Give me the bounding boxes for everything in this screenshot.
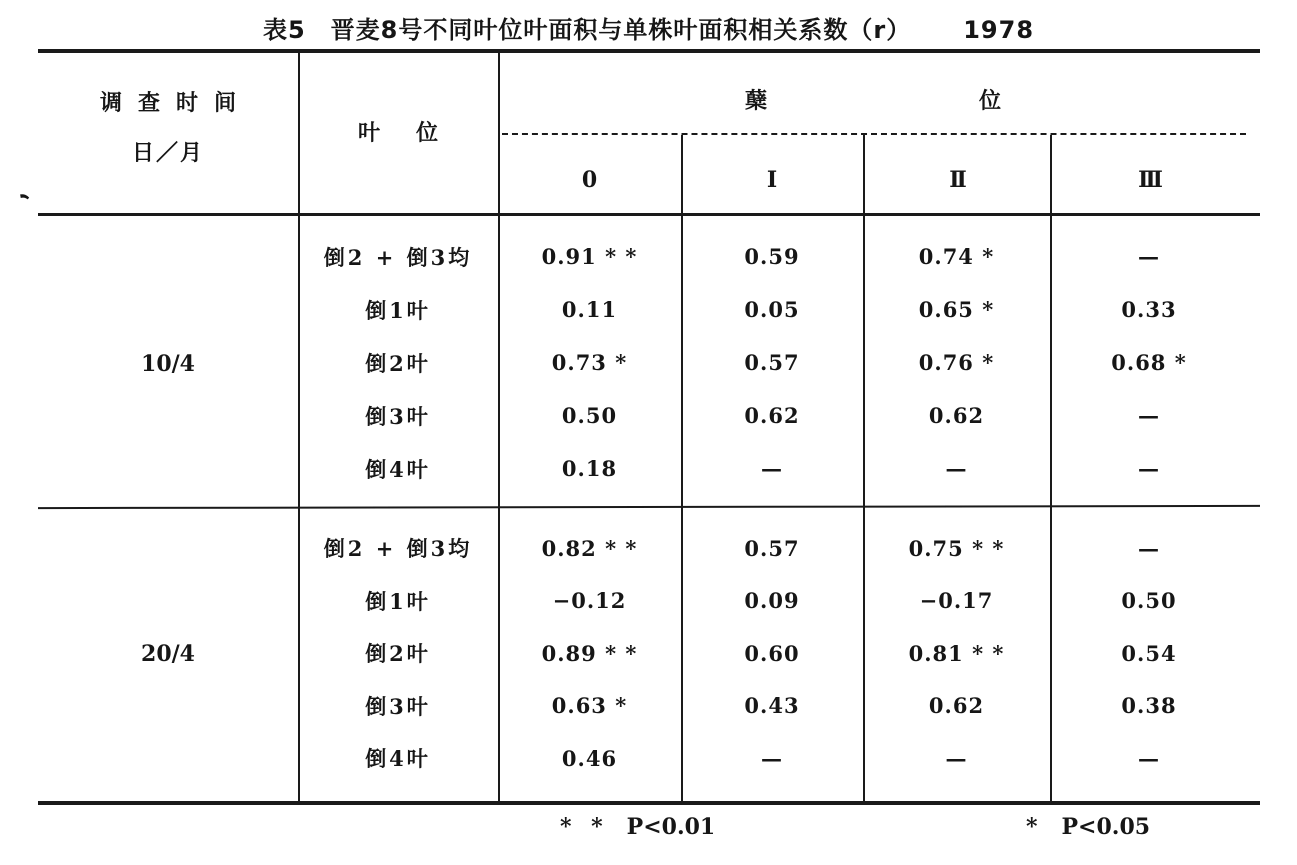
leaf-row-label: 倒2叶 [365,641,431,667]
value-cell: 0.74 * [918,244,995,269]
header-date-format: 日／月 [131,140,204,166]
value-cell: 0.50 [561,403,618,428]
value-cell: 0.75 * * [908,535,1005,561]
value-cell: 0.57 [744,535,800,561]
value-cell: 0.43 [744,693,800,719]
header-tiller-char1: 蘖 [744,88,767,114]
scan-artifact: , [0,189,33,205]
tiller-col-header-3: III [1138,167,1160,193]
leaf-row-label: 倒2叶 [365,350,431,376]
value-cell: 0.68 * [1111,350,1187,375]
value-cell: 0.62 [928,403,985,428]
value-cell: — [1138,403,1160,428]
leaf-row-label: 倒4叶 [365,456,431,482]
footnote-label: P<0.05 [1061,814,1151,840]
value-cell: −0.17 [919,588,994,614]
value-cell: — [1138,745,1160,771]
data-block-1 [298,230,1248,495]
value-cell: 0.60 [744,640,800,666]
value-cell: 0.11 [561,297,618,322]
header-tiller-position [498,84,1248,115]
table-title-year: 1978 [963,16,1035,44]
table-title-text: 表5 晋麦8号不同叶位叶面积与单株叶面积相关系数（r） [262,16,912,44]
value-cell: 0.81 * * [908,640,1005,666]
value-cell: 0.62 [928,693,985,719]
leaf-row-label: 倒2 + 倒3均 [323,536,473,562]
footnote-significance-001 [560,814,715,840]
header-tiller-char2: 位 [979,88,1002,114]
value-cell: — [1138,456,1160,481]
value-cell: — [1138,244,1160,269]
value-cell: 0.65 * [918,297,995,322]
footnote-label: P<0.01 [626,814,716,840]
leaf-row-label: 倒2 + 倒3均 [323,244,473,270]
tiller-col-header-2: II [949,167,964,193]
value-cell: 0.57 [744,350,800,375]
value-cell: 0.73 * [551,350,628,375]
horizontal-rule-block-divider [38,505,1260,509]
value-cell: 0.63 * [551,693,628,719]
value-cell: — [945,456,968,481]
value-cell: 0.33 [1121,297,1177,322]
value-cell: 0.91 * * [541,244,638,269]
value-cell: — [761,745,783,771]
value-cell: 0.46 [561,745,618,771]
value-cell: 0.50 [1121,588,1177,614]
value-cell: −0.12 [552,588,627,614]
value-cell: 0.54 [1121,640,1177,666]
value-cell: — [1138,535,1160,561]
data-block-2 [298,522,1248,785]
value-cell: 0.18 [561,456,618,481]
horizontal-rule-tiller-dashed [502,133,1246,135]
leaf-row-label: 倒3叶 [365,403,431,429]
value-cell: 0.59 [744,244,800,269]
value-cell: 0.05 [744,297,800,322]
table-title [0,10,1297,45]
tiller-col-header-1: I [766,167,778,193]
leaf-row-label: 倒3叶 [365,693,431,719]
horizontal-rule-header-bottom [38,213,1260,216]
value-cell: 0.89 * * [541,640,638,666]
value-cell: — [945,745,968,771]
value-cell: — [761,456,783,481]
date-group-label-1: 10/4 [141,351,195,377]
leaf-row-label: 倒1叶 [365,297,431,323]
footnote-symbol: * [1026,814,1044,840]
value-cell: 0.38 [1121,693,1177,719]
date-group-label-2: 20/4 [141,641,195,667]
header-leaf-position: 叶位 [357,120,474,146]
value-cell: 0.76 * [918,350,995,375]
horizontal-rule-top [38,49,1260,53]
leaf-row-label: 倒1叶 [365,588,431,614]
leaf-row-label: 倒4叶 [365,746,431,772]
header-survey-time: 调查时间 [99,90,252,116]
value-cell: 0.62 [744,403,800,428]
footnote-significance-005 [1026,814,1150,840]
footnote-symbol: * * [560,814,609,840]
tiller-col-header-0: 0 [581,167,598,193]
horizontal-rule-bottom [38,801,1260,805]
value-cell: 0.82 * * [541,535,638,561]
value-cell: 0.09 [744,588,800,614]
